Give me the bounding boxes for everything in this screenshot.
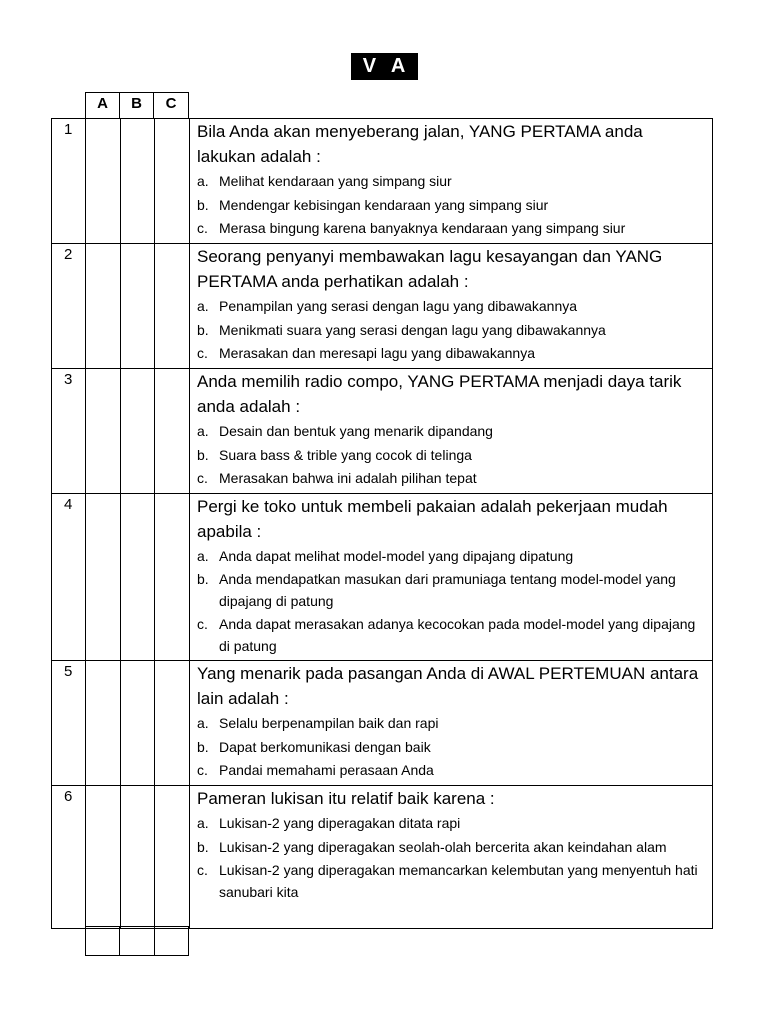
question-row (52, 369, 713, 494)
total-cell-b[interactable] (120, 927, 154, 956)
question-text: Anda memilih radio compo, YANG PERTAMA menjadi daya tarik anda adalah : (197, 372, 682, 416)
option-marker: a. (197, 298, 209, 314)
option-list (197, 813, 706, 903)
option-item (197, 421, 706, 443)
answer-cell-c[interactable] (155, 493, 190, 661)
question-number: 2 (52, 244, 86, 369)
question-text: Yang menarik pada pasangan Anda di AWAL PERTEMUAN antara lain adalah : (197, 664, 699, 708)
question-row (52, 244, 713, 369)
option-marker: c. (197, 220, 208, 236)
option-item (197, 445, 706, 467)
option-text: Pandai memahami perasaan Anda (219, 762, 434, 778)
option-item (197, 296, 706, 318)
option-text: Menikmati suara yang serasi dengan lagu yang dibawakannya (219, 321, 606, 338)
option-text: Suara bass & trible yang cocok di telinga (219, 446, 472, 463)
question-row (52, 786, 713, 929)
option-item (197, 468, 706, 490)
answer-cell-c[interactable] (155, 244, 190, 369)
option-text: Anda mendapatkan masukan dari pramuniaga tentang model-model yang dipajang di patung (219, 571, 676, 609)
option-text: Melihat kendaraan yang simpang siur (219, 173, 452, 189)
option-item (197, 813, 706, 835)
answer-cell-b[interactable] (121, 493, 155, 661)
option-marker: c. (197, 345, 208, 361)
answer-cell-c[interactable] (155, 786, 190, 929)
question-cell (190, 493, 713, 661)
option-marker: a. (197, 423, 209, 439)
option-text: Lukisan-2 yang diperagakan ditata rapi (219, 815, 461, 831)
option-list (197, 296, 706, 365)
question-cell (190, 369, 713, 494)
option-marker: a. (197, 173, 209, 189)
option-list (197, 421, 706, 490)
question-row (52, 661, 713, 786)
option-item (197, 343, 706, 365)
option-item (197, 320, 706, 342)
option-text: Lukisan-2 yang diperagakan seolah-olah bercerita akan keindahan alam (219, 838, 667, 855)
option-marker: a. (197, 815, 209, 831)
option-item (197, 860, 706, 903)
question-row (52, 493, 713, 661)
option-marker: b. (197, 196, 209, 213)
answer-cell-a[interactable] (86, 119, 121, 244)
option-text: Merasakan dan meresapi lagu yang dibawakannya (219, 345, 535, 361)
answer-cell-a[interactable] (86, 369, 121, 494)
option-item (197, 195, 706, 217)
option-text: Mendengar kebisingan kendaraan yang simpang siur (219, 196, 549, 213)
column-header-b: B (120, 92, 154, 118)
option-text: Anda dapat merasakan adanya kecocokan pada model-model yang dipajang di patung (219, 616, 696, 654)
question-cell (190, 786, 713, 929)
answer-cell-b[interactable] (121, 661, 155, 786)
answer-cell-b[interactable] (121, 244, 155, 369)
question-text: Pergi ke toko untuk membeli pakaian adalah pekerjaan mudah apabila : (197, 496, 668, 541)
option-text: Merasakan bahwa ini adalah pilihan tepat (219, 470, 477, 486)
option-text: Desain dan bentuk yang menarik dipandang (219, 423, 493, 439)
answer-cell-b[interactable] (121, 119, 155, 244)
option-marker: c. (197, 862, 208, 878)
option-marker: c. (197, 470, 208, 486)
footer-answer-row (85, 926, 189, 956)
option-list (197, 546, 706, 658)
question-row (52, 119, 713, 244)
option-item (197, 713, 706, 735)
option-marker: b. (197, 838, 209, 855)
option-item (197, 760, 706, 782)
total-cell-a[interactable] (86, 927, 120, 956)
option-item (197, 837, 706, 859)
option-marker: b. (197, 446, 209, 463)
question-text: Bila Anda akan menyeberang jalan, YANG PERTAMA anda lakukan adalah : (197, 122, 643, 166)
question-number: 1 (52, 119, 86, 244)
option-item (197, 569, 706, 612)
option-list (197, 713, 706, 782)
option-marker: c. (197, 762, 208, 778)
option-text: Merasa bingung karena banyaknya kendaraan yang simpang siur (219, 220, 626, 236)
option-text: Penampilan yang serasi dengan lagu yang dibawakannya (219, 298, 578, 314)
question-text: Seorang penyanyi membawakan lagu kesayangan dan YANG PERTAMA anda perhatikan adalah : (197, 247, 663, 291)
document-title: V A K (351, 53, 418, 80)
question-cell (190, 661, 713, 786)
option-item (197, 614, 706, 657)
question-cell (190, 244, 713, 369)
option-marker: c. (197, 616, 208, 632)
answer-cell-a[interactable] (86, 661, 121, 786)
option-text: Selalu berpenampilan baik dan rapi (219, 715, 439, 731)
option-item (197, 546, 706, 568)
option-marker: b. (197, 571, 209, 587)
question-number: 6 (52, 786, 86, 929)
answer-cell-a[interactable] (86, 493, 121, 661)
answer-cell-b[interactable] (121, 369, 155, 494)
column-header-a: A (85, 92, 120, 118)
column-header-c: C (154, 92, 189, 118)
option-text: Anda dapat melihat model-model yang dipajang dipatung (219, 547, 574, 564)
answer-cell-b[interactable] (121, 786, 155, 929)
option-text: Dapat berkomunikasi dengan baik (219, 738, 431, 755)
answer-cell-a[interactable] (86, 786, 121, 929)
option-item (197, 218, 706, 240)
answer-cell-c[interactable] (155, 369, 190, 494)
option-list (197, 171, 706, 240)
answer-cell-a[interactable] (86, 244, 121, 369)
answer-cell-c[interactable] (155, 661, 190, 786)
question-number: 3 (52, 369, 86, 494)
question-cell (190, 119, 713, 244)
option-marker: a. (197, 715, 209, 731)
option-text: Lukisan-2 yang diperagakan memancarkan kelembutan yang menyentuh hati sanubari kita (219, 862, 698, 900)
question-number: 5 (52, 661, 86, 786)
total-cell-c[interactable] (154, 927, 188, 956)
option-item (197, 171, 706, 193)
questionnaire-table (51, 118, 713, 929)
option-marker: b. (197, 321, 209, 338)
question-number: 4 (52, 493, 86, 661)
option-item (197, 737, 706, 759)
option-marker: a. (197, 547, 209, 564)
option-marker: b. (197, 738, 209, 755)
answer-cell-c[interactable] (155, 119, 190, 244)
question-text: Pameran lukisan itu relatif baik karena : (197, 789, 495, 808)
